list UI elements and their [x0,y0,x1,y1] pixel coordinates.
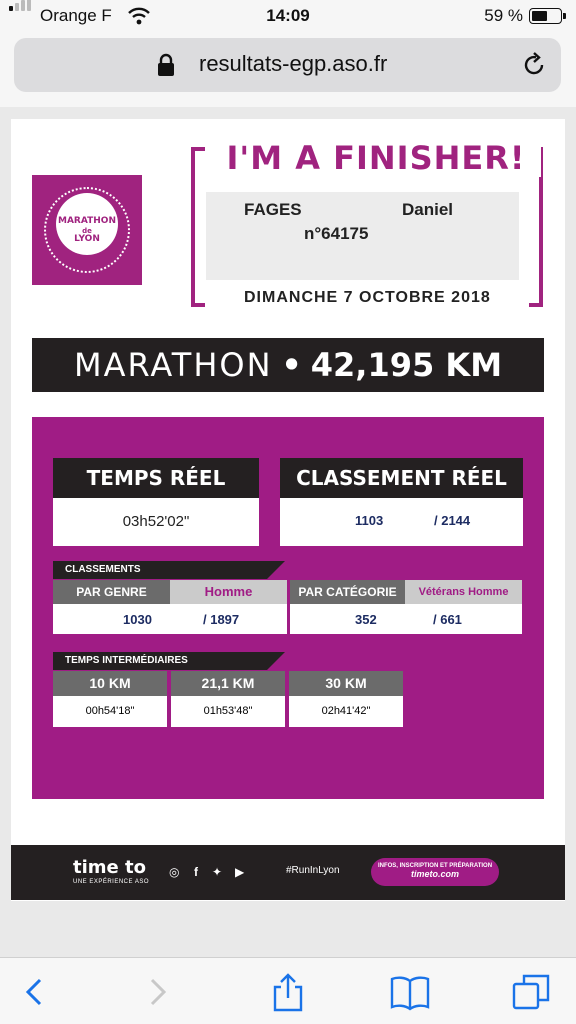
share-icon[interactable] [268,972,308,1012]
carrier-name: Orange F [40,6,112,25]
split-time: 00h54'18" [53,696,167,727]
marathon-lyon-logo [32,175,142,285]
lock-icon [157,53,175,77]
timeto-link-button[interactable] [371,858,499,886]
timeto-logo[interactable]: time to [73,857,146,878]
battery-icon [529,8,562,24]
split-label: 21,1 KM [171,671,285,696]
par-genre-label: PAR GENRE [53,580,170,604]
hashtag: #RunInLyon [286,865,340,876]
twitter-icon[interactable]: ✦ [212,865,223,879]
classement-reel-rank: 1103 [355,513,384,528]
classement-reel-box [280,498,523,546]
logo-line2: de [82,227,92,235]
race-date: DIMANCHE 7 OCTOBRE 2018 [244,289,491,306]
bookmarks-icon[interactable] [390,972,430,1012]
battery-percent: 59 % [484,6,523,25]
runner-first-name: Daniel [402,200,454,219]
classement-reel-label: CLASSEMENT RÉEL [280,458,523,498]
race-distance: 42,195 KM [310,346,503,384]
genre-total: / 1897 [203,612,240,627]
finisher-title: I'M A FINISHER! [211,139,541,177]
split-label: 30 KM [289,671,403,696]
battery-level [532,11,547,21]
tabs-icon[interactable] [512,972,552,1012]
battery-cap [563,13,566,19]
race-separator: • [281,346,302,384]
url-text[interactable]: resultats-egp.aso.fr [199,51,388,76]
categorie-total: / 661 [433,612,462,627]
web-content [0,107,576,957]
timeto-tagline: UNE EXPÉRIENCE ASO [73,879,150,885]
result-sheet [11,119,565,901]
results-panel [32,417,544,799]
logo-line1: MARATHON [58,216,116,226]
pill-caption: INFOS, INSCRIPTION ET PRÉPARATION [377,863,493,869]
reload-icon[interactable] [521,52,547,78]
split-label: 10 KM [53,671,167,696]
runner-name-box [206,192,519,280]
footer-banner [11,845,565,900]
instagram-icon[interactable]: ◎ [169,865,180,879]
par-categorie-label: PAR CATÉGORIE [290,580,405,604]
address-bar[interactable] [14,38,561,92]
genre-category: Homme [170,580,287,604]
runner-last-name: FAGES [244,200,302,219]
forward-icon[interactable] [138,972,178,1012]
genre-rank: 1030 [123,612,152,627]
temps-reel-value: 03h52'02" [53,498,259,546]
intermediaires-header: TEMPS INTERMÉDIAIRES [53,652,267,670]
pill-link[interactable]: timeto.com [410,869,459,879]
status-bar [0,0,576,34]
split-time: 01h53'48" [171,696,285,727]
categorie-rank: 352 [355,612,377,627]
classements-header: CLASSEMENTS [53,561,267,579]
browser-toolbar [0,957,576,1024]
frame-corner [191,303,205,307]
frame-corner [529,303,543,307]
logo-line3: LYON [74,234,100,244]
categorie-category: Vétérans Homme [405,580,522,604]
bib-number: n°64175 [304,224,369,243]
facebook-icon[interactable]: f [194,865,198,879]
youtube-icon[interactable]: ▶ [235,865,245,879]
race-name: MARATHON [73,346,273,384]
genre-result-row [53,604,287,634]
clock: 14:09 [266,6,310,25]
categorie-result-row [290,604,522,634]
race-banner [32,338,544,392]
classement-reel-total: / 2144 [434,513,471,528]
back-icon[interactable] [14,972,54,1012]
split-time: 02h41'42" [289,696,403,727]
temps-reel-label: TEMPS RÉEL [53,458,259,498]
